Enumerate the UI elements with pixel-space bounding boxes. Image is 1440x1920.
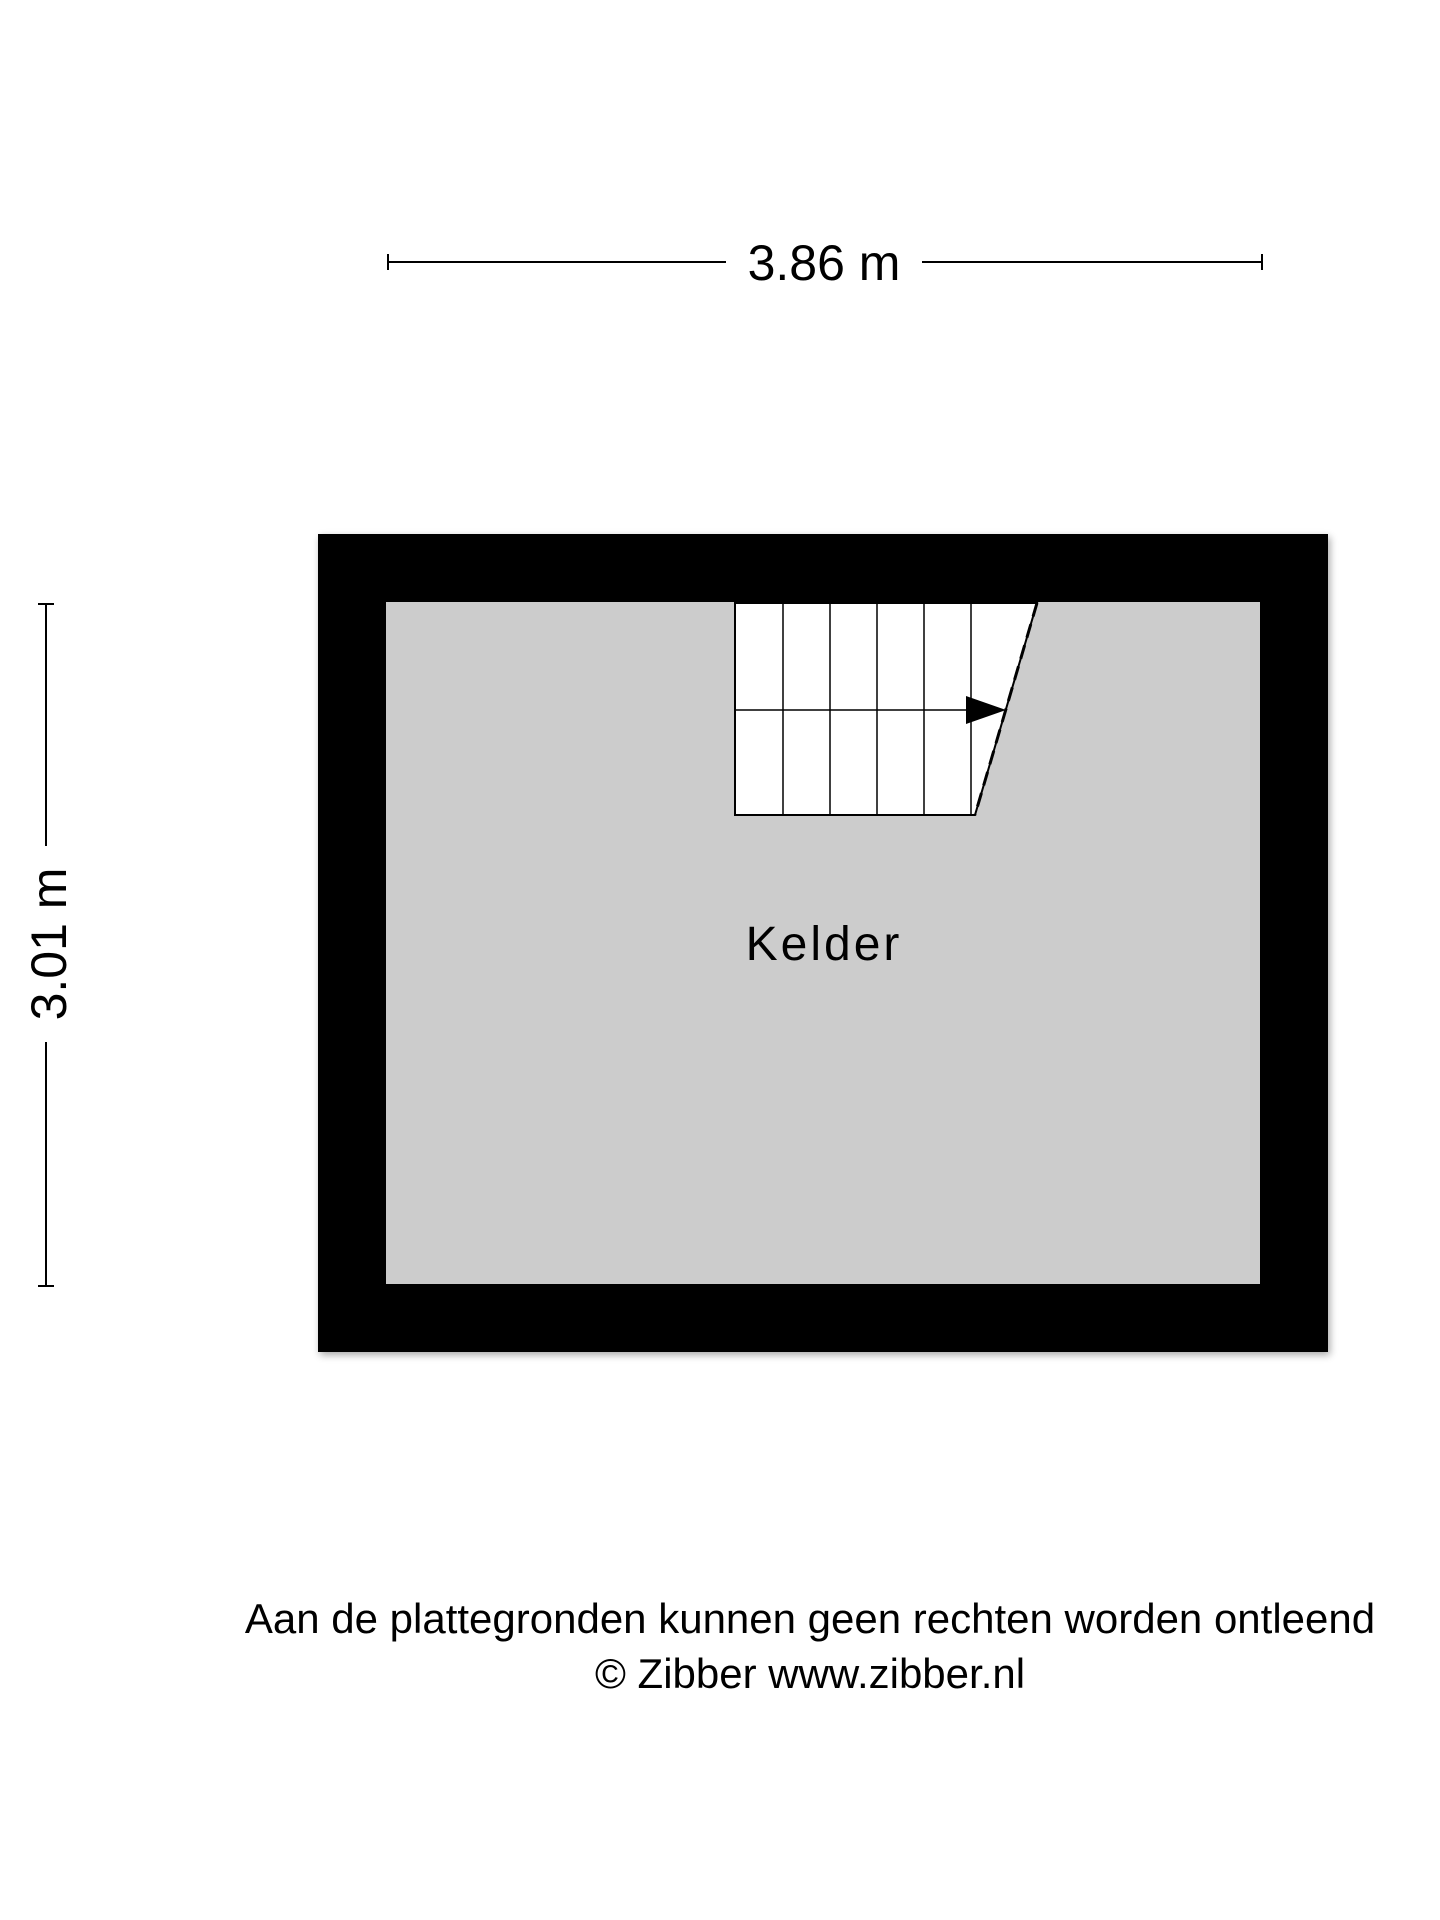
copyright-text: © Zibber www.zibber.nl (594, 1650, 1026, 1697)
disclaimer-text: Aan de plattegronden kunnen geen rechten worden ontleend (244, 1595, 1376, 1642)
height-dimension (21, 604, 77, 1286)
width-dimension-label: 3.86 m (747, 235, 901, 291)
height-dimension-label: 3.01 m (21, 867, 77, 1021)
room-label: Kelder (745, 918, 903, 971)
width-dimension (388, 235, 1262, 291)
